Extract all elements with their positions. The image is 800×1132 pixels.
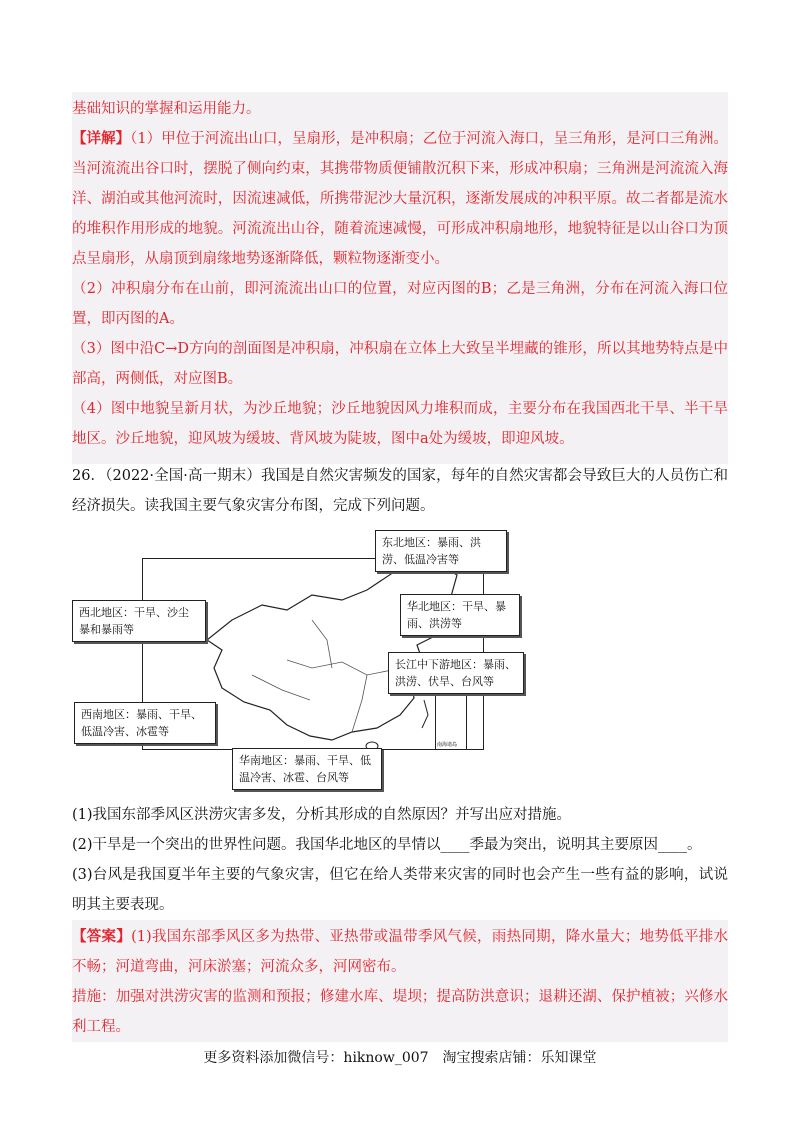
- callout-yangtze-text: 长江中下游地区：暴雨、洪涝、伏旱、台风等: [395, 658, 516, 688]
- detail-paragraph-4: （4）图中地貌呈新月状，为沙丘地貌；沙丘地貌因风力堆积而成，主要分布在我国西北干旱、半干旱地区。沙丘地貌，迎风坡为缓坡、背风坡为陡坡，图中a处为缓坡，即迎风坡。: [72, 401, 728, 447]
- answer-paragraph-1: [72, 922, 728, 982]
- detail-paragraph-1: [72, 124, 728, 274]
- callout-south: [232, 748, 382, 790]
- callout-northwest: [72, 600, 206, 642]
- disaster-map-figure: [72, 530, 532, 790]
- callout-northeast: [375, 530, 507, 572]
- callout-northeast-text: 东北地区：暴雨、洪涝、低温冷害等: [382, 536, 481, 566]
- answer-text-1: (1)我国东部季风区多为热带、亚热带或温带季风气候，雨热同期，降水量大；地势低平排水不畅；河道弯曲，河床淤塞；河流众多，河网密布。: [72, 929, 729, 975]
- sub-question-1: (1)我国东部季风区洪涝灾害多发，分析其形成的自然原因？并写出应对措施。: [72, 807, 572, 823]
- intro-line: 基础知识的掌握和运用能力。: [72, 101, 261, 117]
- sub-questions: [72, 800, 728, 920]
- sub-question-3: (3)台风是我国夏半年主要的气象灾害，但它在给人类带来灾害的同时也会产生一些有益的影响，试说明其主要表现。: [72, 867, 728, 913]
- callout-yangtze: [388, 652, 524, 694]
- callout-northwest-text: 西北地区：干旱、沙尘暴和暴雨等: [79, 606, 189, 636]
- callout-north-text: 华北地区：干旱、暴雨、洪涝等: [407, 600, 506, 630]
- south-china-sea-inset: [435, 692, 467, 750]
- inset-label: 南海诸岛: [437, 742, 458, 748]
- explanation-block: [72, 92, 728, 464]
- detail-paragraph-3: （3）图中沿C→D方向的剖面图是冲积扇，冲积扇在立体上大致呈半埋藏的锥形，所以其地势特点是中部高，两侧低，对应图B。: [72, 341, 728, 387]
- detail-tag: 【详解】: [72, 130, 131, 147]
- callout-southwest-text: 西南地区：暴雨、干旱、低温冷害、冰雹等: [81, 708, 202, 738]
- detail-paragraph-2: （2）冲积扇分布在山前，即河流流出山口的位置，对应丙图的B；乙是三角洲，分布在河流入海口位置，即丙图的A。: [72, 281, 728, 327]
- question-stem: [72, 461, 728, 521]
- detail-text-1: （1）甲位于河流出山口，呈扇形，是冲积扇；乙位于河流入海口，呈三角形，是河口三角洲。当河流流出谷口时，摆脱了侧向约束，其携带物质便铺散沉积下来，形成冲积扇；三角洲是河流流入海洋、湖泊或其他河流时，因流速减低，所携带泥沙大量沉积，逐渐发展成的冲积平原。故二者都是流水的堆积作用形成的地貌。河流流出山谷，随着流速减慢，可形成冲积扇地形，地貌特征是以山谷口为顶点呈扇形，从扇顶到扇缘地势逐渐降低，颗粒物逐渐变小。: [72, 131, 728, 267]
- page-footer: 更多资料添加微信号：hiknow_007 淘宝搜索店铺：乐知课堂: [203, 1050, 597, 1066]
- answer-paragraph-2: 措施：加强对洪涝灾害的监测和预报；修建水库、堤坝；提高防洪意识；退耕还湖、保护植被；兴修水利工程。: [72, 989, 728, 1035]
- callout-north: [400, 594, 520, 636]
- question-stem-text: 26．（2022·全国·高一期末）我国是自然灾害频发的国家，每年的自然灾害都会导致巨大的人员伤亡和经济损失。读我国主要气象灾害分布图，完成下列问题。: [72, 468, 728, 514]
- callout-south-text: 华南地区：暴雨、干旱、低温冷害、冰雹、台风等: [239, 754, 371, 784]
- callout-southwest: [74, 702, 216, 744]
- answer-block: [72, 920, 728, 1042]
- sub-question-2: (2)干旱是一个突出的世界性问题。我国华北地区的旱情以____季最为突出，说明其主要原因____。: [72, 837, 702, 853]
- answer-tag: 【答案】: [72, 928, 132, 945]
